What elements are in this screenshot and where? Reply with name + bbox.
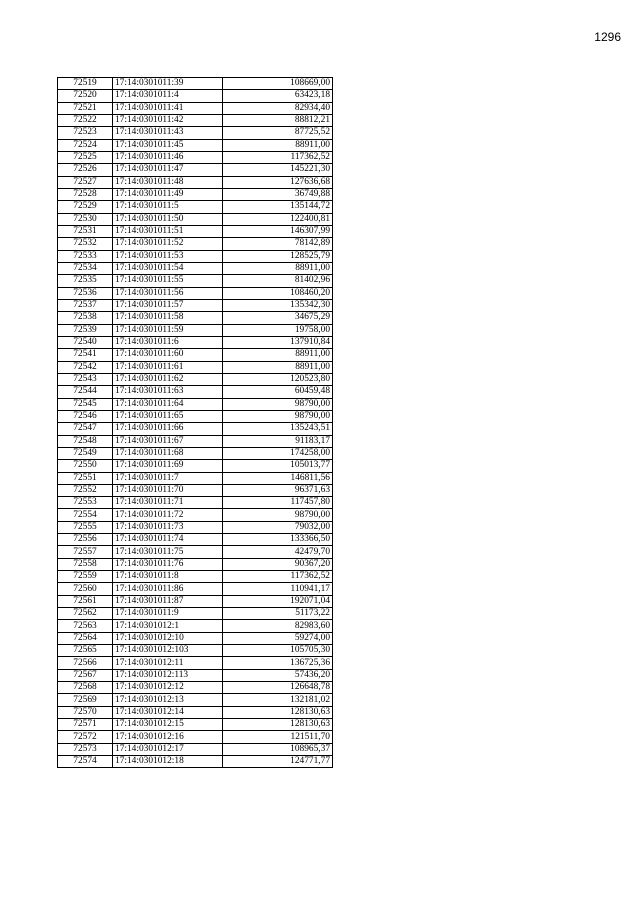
cadastral-value-cell: 110941,17	[223, 583, 333, 595]
row-number-cell: 72534	[58, 262, 113, 274]
cadastral-number-cell: 17:14:0301011:5	[113, 201, 223, 213]
table-row	[58, 176, 333, 188]
cadastral-value-cell: 60459,48	[223, 386, 333, 398]
row-number-cell: 72560	[58, 583, 113, 595]
cadastral-value-cell: 88812,21	[223, 114, 333, 126]
row-number-cell: 72525	[58, 151, 113, 163]
table-row	[58, 102, 333, 114]
table-row	[58, 275, 333, 287]
table-row	[58, 546, 333, 558]
cadastral-value-cell: 117457,80	[223, 497, 333, 509]
cadastral-number-cell: 17:14:0301011:86	[113, 583, 223, 595]
table-row	[58, 447, 333, 459]
row-number-cell: 72540	[58, 336, 113, 348]
table-row	[58, 731, 333, 743]
cadastral-value-cell: 88911,00	[223, 139, 333, 151]
row-number-cell: 72547	[58, 423, 113, 435]
cadastral-value-cell: 128130,63	[223, 719, 333, 731]
cadastral-number-cell: 17:14:0301011:41	[113, 102, 223, 114]
row-number-cell: 72569	[58, 694, 113, 706]
cadastral-value-cell: 145221,30	[223, 164, 333, 176]
table-row	[58, 114, 333, 126]
cadastral-number-cell: 17:14:0301011:56	[113, 287, 223, 299]
table-row	[58, 410, 333, 422]
cadastral-value-cell: 98790,00	[223, 509, 333, 521]
cadastral-value-cell: 51173,22	[223, 608, 333, 620]
cadastral-number-cell: 17:14:0301011:60	[113, 349, 223, 361]
row-number-cell: 72521	[58, 102, 113, 114]
cadastral-number-cell: 17:14:0301011:9	[113, 608, 223, 620]
row-number-cell: 72537	[58, 299, 113, 311]
table-row	[58, 571, 333, 583]
cadastral-number-cell: 17:14:0301011:48	[113, 176, 223, 188]
row-number-cell: 72571	[58, 719, 113, 731]
cadastral-value-cell: 133366,50	[223, 534, 333, 546]
cadastral-value-cell: 132181,02	[223, 694, 333, 706]
row-number-cell: 72568	[58, 682, 113, 694]
table-row	[58, 78, 333, 90]
table-row	[58, 139, 333, 151]
cadastral-number-cell: 17:14:0301011:74	[113, 534, 223, 546]
row-number-cell: 72566	[58, 657, 113, 669]
cadastral-value-table	[57, 77, 333, 768]
cadastral-number-cell: 17:14:0301011:69	[113, 460, 223, 472]
cadastral-value-cell: 91183,17	[223, 435, 333, 447]
row-number-cell: 72519	[58, 78, 113, 90]
cadastral-value-cell: 108460,20	[223, 287, 333, 299]
cadastral-value-cell: 82934,40	[223, 102, 333, 114]
cadastral-number-cell: 17:14:0301011:68	[113, 447, 223, 459]
table-row	[58, 164, 333, 176]
row-number-cell: 72570	[58, 706, 113, 718]
row-number-cell: 72539	[58, 324, 113, 336]
row-number-cell: 72530	[58, 213, 113, 225]
table-row	[58, 151, 333, 163]
cadastral-number-cell: 17:14:0301011:39	[113, 78, 223, 90]
cadastral-number-cell: 17:14:0301012:10	[113, 632, 223, 644]
cadastral-value-cell: 120523,80	[223, 373, 333, 385]
cadastral-value-cell: 63423,18	[223, 90, 333, 102]
table-row	[58, 694, 333, 706]
cadastral-value-cell: 122400,81	[223, 213, 333, 225]
table-row	[58, 669, 333, 681]
row-number-cell: 72557	[58, 546, 113, 558]
cadastral-number-cell: 17:14:0301012:11	[113, 657, 223, 669]
cadastral-number-cell: 17:14:0301011:66	[113, 423, 223, 435]
cadastral-value-cell: 87725,52	[223, 127, 333, 139]
cadastral-value-cell: 192071,04	[223, 595, 333, 607]
cadastral-number-cell: 17:14:0301012:1	[113, 620, 223, 632]
cadastral-value-cell: 174258,00	[223, 447, 333, 459]
row-number-cell: 72532	[58, 238, 113, 250]
cadastral-value-cell: 117362,52	[223, 571, 333, 583]
row-number-cell: 72546	[58, 410, 113, 422]
table-row	[58, 558, 333, 570]
cadastral-value-cell: 137910,84	[223, 336, 333, 348]
table-row	[58, 423, 333, 435]
table-row	[58, 706, 333, 718]
row-number-cell: 72574	[58, 756, 113, 768]
table-row	[58, 682, 333, 694]
table-row	[58, 657, 333, 669]
cadastral-value-cell: 88911,00	[223, 349, 333, 361]
table-row	[58, 534, 333, 546]
row-number-cell: 72552	[58, 484, 113, 496]
cadastral-value-cell: 88911,00	[223, 262, 333, 274]
row-number-cell: 72538	[58, 312, 113, 324]
row-number-cell: 72524	[58, 139, 113, 151]
table-row	[58, 386, 333, 398]
cadastral-number-cell: 17:14:0301011:62	[113, 373, 223, 385]
cadastral-number-cell: 17:14:0301011:67	[113, 435, 223, 447]
row-number-cell: 72558	[58, 558, 113, 570]
cadastral-number-cell: 17:14:0301011:71	[113, 497, 223, 509]
row-number-cell: 72522	[58, 114, 113, 126]
cadastral-number-cell: 17:14:0301012:12	[113, 682, 223, 694]
row-number-cell: 72554	[58, 509, 113, 521]
cadastral-number-cell: 17:14:0301011:57	[113, 299, 223, 311]
row-number-cell: 72563	[58, 620, 113, 632]
cadastral-value-cell: 135243,51	[223, 423, 333, 435]
cadastral-number-cell: 17:14:0301011:46	[113, 151, 223, 163]
cadastral-number-cell: 17:14:0301011:4	[113, 90, 223, 102]
table-row	[58, 583, 333, 595]
cadastral-number-cell: 17:14:0301011:43	[113, 127, 223, 139]
table-row	[58, 373, 333, 385]
table-row	[58, 225, 333, 237]
row-number-cell: 72535	[58, 275, 113, 287]
cadastral-number-cell: 17:14:0301011:58	[113, 312, 223, 324]
row-number-cell: 72527	[58, 176, 113, 188]
table-row	[58, 743, 333, 755]
table-row	[58, 472, 333, 484]
table-row	[58, 287, 333, 299]
cadastral-number-cell: 17:14:0301011:54	[113, 262, 223, 274]
cadastral-value-cell: 59274,00	[223, 632, 333, 644]
cadastral-number-cell: 17:14:0301011:6	[113, 336, 223, 348]
row-number-cell: 72561	[58, 595, 113, 607]
row-number-cell: 72543	[58, 373, 113, 385]
cadastral-number-cell: 17:14:0301012:14	[113, 706, 223, 718]
cadastral-value-cell: 146811,56	[223, 472, 333, 484]
table-row	[58, 127, 333, 139]
table-row	[58, 521, 333, 533]
row-number-cell: 72526	[58, 164, 113, 176]
row-number-cell: 72541	[58, 349, 113, 361]
cadastral-number-cell: 17:14:0301011:47	[113, 164, 223, 176]
cadastral-value-cell: 126648,78	[223, 682, 333, 694]
table-body	[58, 78, 333, 768]
cadastral-value-cell: 136725,36	[223, 657, 333, 669]
table-row	[58, 299, 333, 311]
cadastral-number-cell: 17:14:0301011:75	[113, 546, 223, 558]
cadastral-value-cell: 98790,00	[223, 410, 333, 422]
cadastral-number-cell: 17:14:0301011:8	[113, 571, 223, 583]
cadastral-number-cell: 17:14:0301011:59	[113, 324, 223, 336]
cadastral-number-cell: 17:14:0301011:63	[113, 386, 223, 398]
row-number-cell: 72542	[58, 361, 113, 373]
cadastral-number-cell: 17:14:0301011:49	[113, 188, 223, 200]
cadastral-number-cell: 17:14:0301011:70	[113, 484, 223, 496]
cadastral-number-cell: 17:14:0301011:52	[113, 238, 223, 250]
table-row	[58, 460, 333, 472]
cadastral-number-cell: 17:14:0301011:73	[113, 521, 223, 533]
cadastral-value-cell: 81402,96	[223, 275, 333, 287]
cadastral-number-cell: 17:14:0301011:87	[113, 595, 223, 607]
cadastral-value-cell: 36749,88	[223, 188, 333, 200]
row-number-cell: 72556	[58, 534, 113, 546]
row-number-cell: 72567	[58, 669, 113, 681]
row-number-cell: 72564	[58, 632, 113, 644]
table-row	[58, 361, 333, 373]
cadastral-value-cell: 108965,37	[223, 743, 333, 755]
row-number-cell: 72559	[58, 571, 113, 583]
row-number-cell: 72573	[58, 743, 113, 755]
row-number-cell: 72531	[58, 225, 113, 237]
table-row	[58, 497, 333, 509]
cadastral-value-cell: 128525,79	[223, 250, 333, 262]
table-row	[58, 398, 333, 410]
cadastral-value-cell: 79032,00	[223, 521, 333, 533]
cadastral-number-cell: 17:14:0301011:61	[113, 361, 223, 373]
table-row	[58, 188, 333, 200]
cadastral-value-cell: 135144,72	[223, 201, 333, 213]
cadastral-value-cell: 96371,63	[223, 484, 333, 496]
cadastral-number-cell: 17:14:0301011:76	[113, 558, 223, 570]
row-number-cell: 72550	[58, 460, 113, 472]
row-number-cell: 72555	[58, 521, 113, 533]
row-number-cell: 72520	[58, 90, 113, 102]
row-number-cell: 72565	[58, 645, 113, 657]
cadastral-number-cell: 17:14:0301012:17	[113, 743, 223, 755]
cadastral-number-cell: 17:14:0301011:7	[113, 472, 223, 484]
table-row	[58, 509, 333, 521]
cadastral-value-cell: 105705,30	[223, 645, 333, 657]
cadastral-value-cell: 82983,60	[223, 620, 333, 632]
cadastral-value-cell: 146307,99	[223, 225, 333, 237]
row-number-cell: 72544	[58, 386, 113, 398]
cadastral-number-cell: 17:14:0301012:113	[113, 669, 223, 681]
cadastral-number-cell: 17:14:0301011:65	[113, 410, 223, 422]
cadastral-value-cell: 88911,00	[223, 361, 333, 373]
table-row	[58, 262, 333, 274]
cadastral-value-cell: 57436,20	[223, 669, 333, 681]
table-row	[58, 435, 333, 447]
cadastral-value-cell: 78142,89	[223, 238, 333, 250]
table-row	[58, 632, 333, 644]
table-row	[58, 201, 333, 213]
row-number-cell: 72536	[58, 287, 113, 299]
cadastral-value-cell: 121511,70	[223, 731, 333, 743]
table-row	[58, 756, 333, 768]
table-row	[58, 312, 333, 324]
cadastral-value-cell: 42479,70	[223, 546, 333, 558]
table-row	[58, 90, 333, 102]
cadastral-number-cell: 17:14:0301012:18	[113, 756, 223, 768]
table-row	[58, 250, 333, 262]
cadastral-number-cell: 17:14:0301011:50	[113, 213, 223, 225]
row-number-cell: 72528	[58, 188, 113, 200]
cadastral-number-cell: 17:14:0301011:42	[113, 114, 223, 126]
table-row	[58, 620, 333, 632]
table-row	[58, 719, 333, 731]
row-number-cell: 72533	[58, 250, 113, 262]
cadastral-number-cell: 17:14:0301011:45	[113, 139, 223, 151]
cadastral-number-cell: 17:14:0301011:64	[113, 398, 223, 410]
cadastral-number-cell: 17:14:0301012:103	[113, 645, 223, 657]
table-row	[58, 336, 333, 348]
cadastral-number-cell: 17:14:0301012:15	[113, 719, 223, 731]
table-row	[58, 238, 333, 250]
row-number-cell: 72562	[58, 608, 113, 620]
table-row	[58, 484, 333, 496]
cadastral-value-cell: 108669,00	[223, 78, 333, 90]
table-row	[58, 324, 333, 336]
row-number-cell: 72523	[58, 127, 113, 139]
row-number-cell: 72548	[58, 435, 113, 447]
cadastral-number-cell: 17:14:0301012:13	[113, 694, 223, 706]
cadastral-value-cell: 128130,63	[223, 706, 333, 718]
cadastral-number-cell: 17:14:0301012:16	[113, 731, 223, 743]
table-row	[58, 608, 333, 620]
row-number-cell: 72551	[58, 472, 113, 484]
cadastral-value-cell: 90367,20	[223, 558, 333, 570]
page-number: 1296	[594, 30, 621, 44]
table-row	[58, 349, 333, 361]
cadastral-number-cell: 17:14:0301011:55	[113, 275, 223, 287]
cadastral-value-cell: 127636,68	[223, 176, 333, 188]
table-row	[58, 213, 333, 225]
cadastral-value-cell: 19758,00	[223, 324, 333, 336]
cadastral-value-cell: 117362,52	[223, 151, 333, 163]
cadastral-value-cell: 135342,30	[223, 299, 333, 311]
cadastral-value-cell: 105013,77	[223, 460, 333, 472]
row-number-cell: 72572	[58, 731, 113, 743]
row-number-cell: 72553	[58, 497, 113, 509]
cadastral-number-cell: 17:14:0301011:72	[113, 509, 223, 521]
table-row	[58, 595, 333, 607]
cadastral-value-cell: 34675,29	[223, 312, 333, 324]
row-number-cell: 72549	[58, 447, 113, 459]
row-number-cell: 72529	[58, 201, 113, 213]
cadastral-value-cell: 124771,77	[223, 756, 333, 768]
cadastral-number-cell: 17:14:0301011:53	[113, 250, 223, 262]
cadastral-value-cell: 98790,00	[223, 398, 333, 410]
table-row	[58, 645, 333, 657]
row-number-cell: 72545	[58, 398, 113, 410]
cadastral-number-cell: 17:14:0301011:51	[113, 225, 223, 237]
